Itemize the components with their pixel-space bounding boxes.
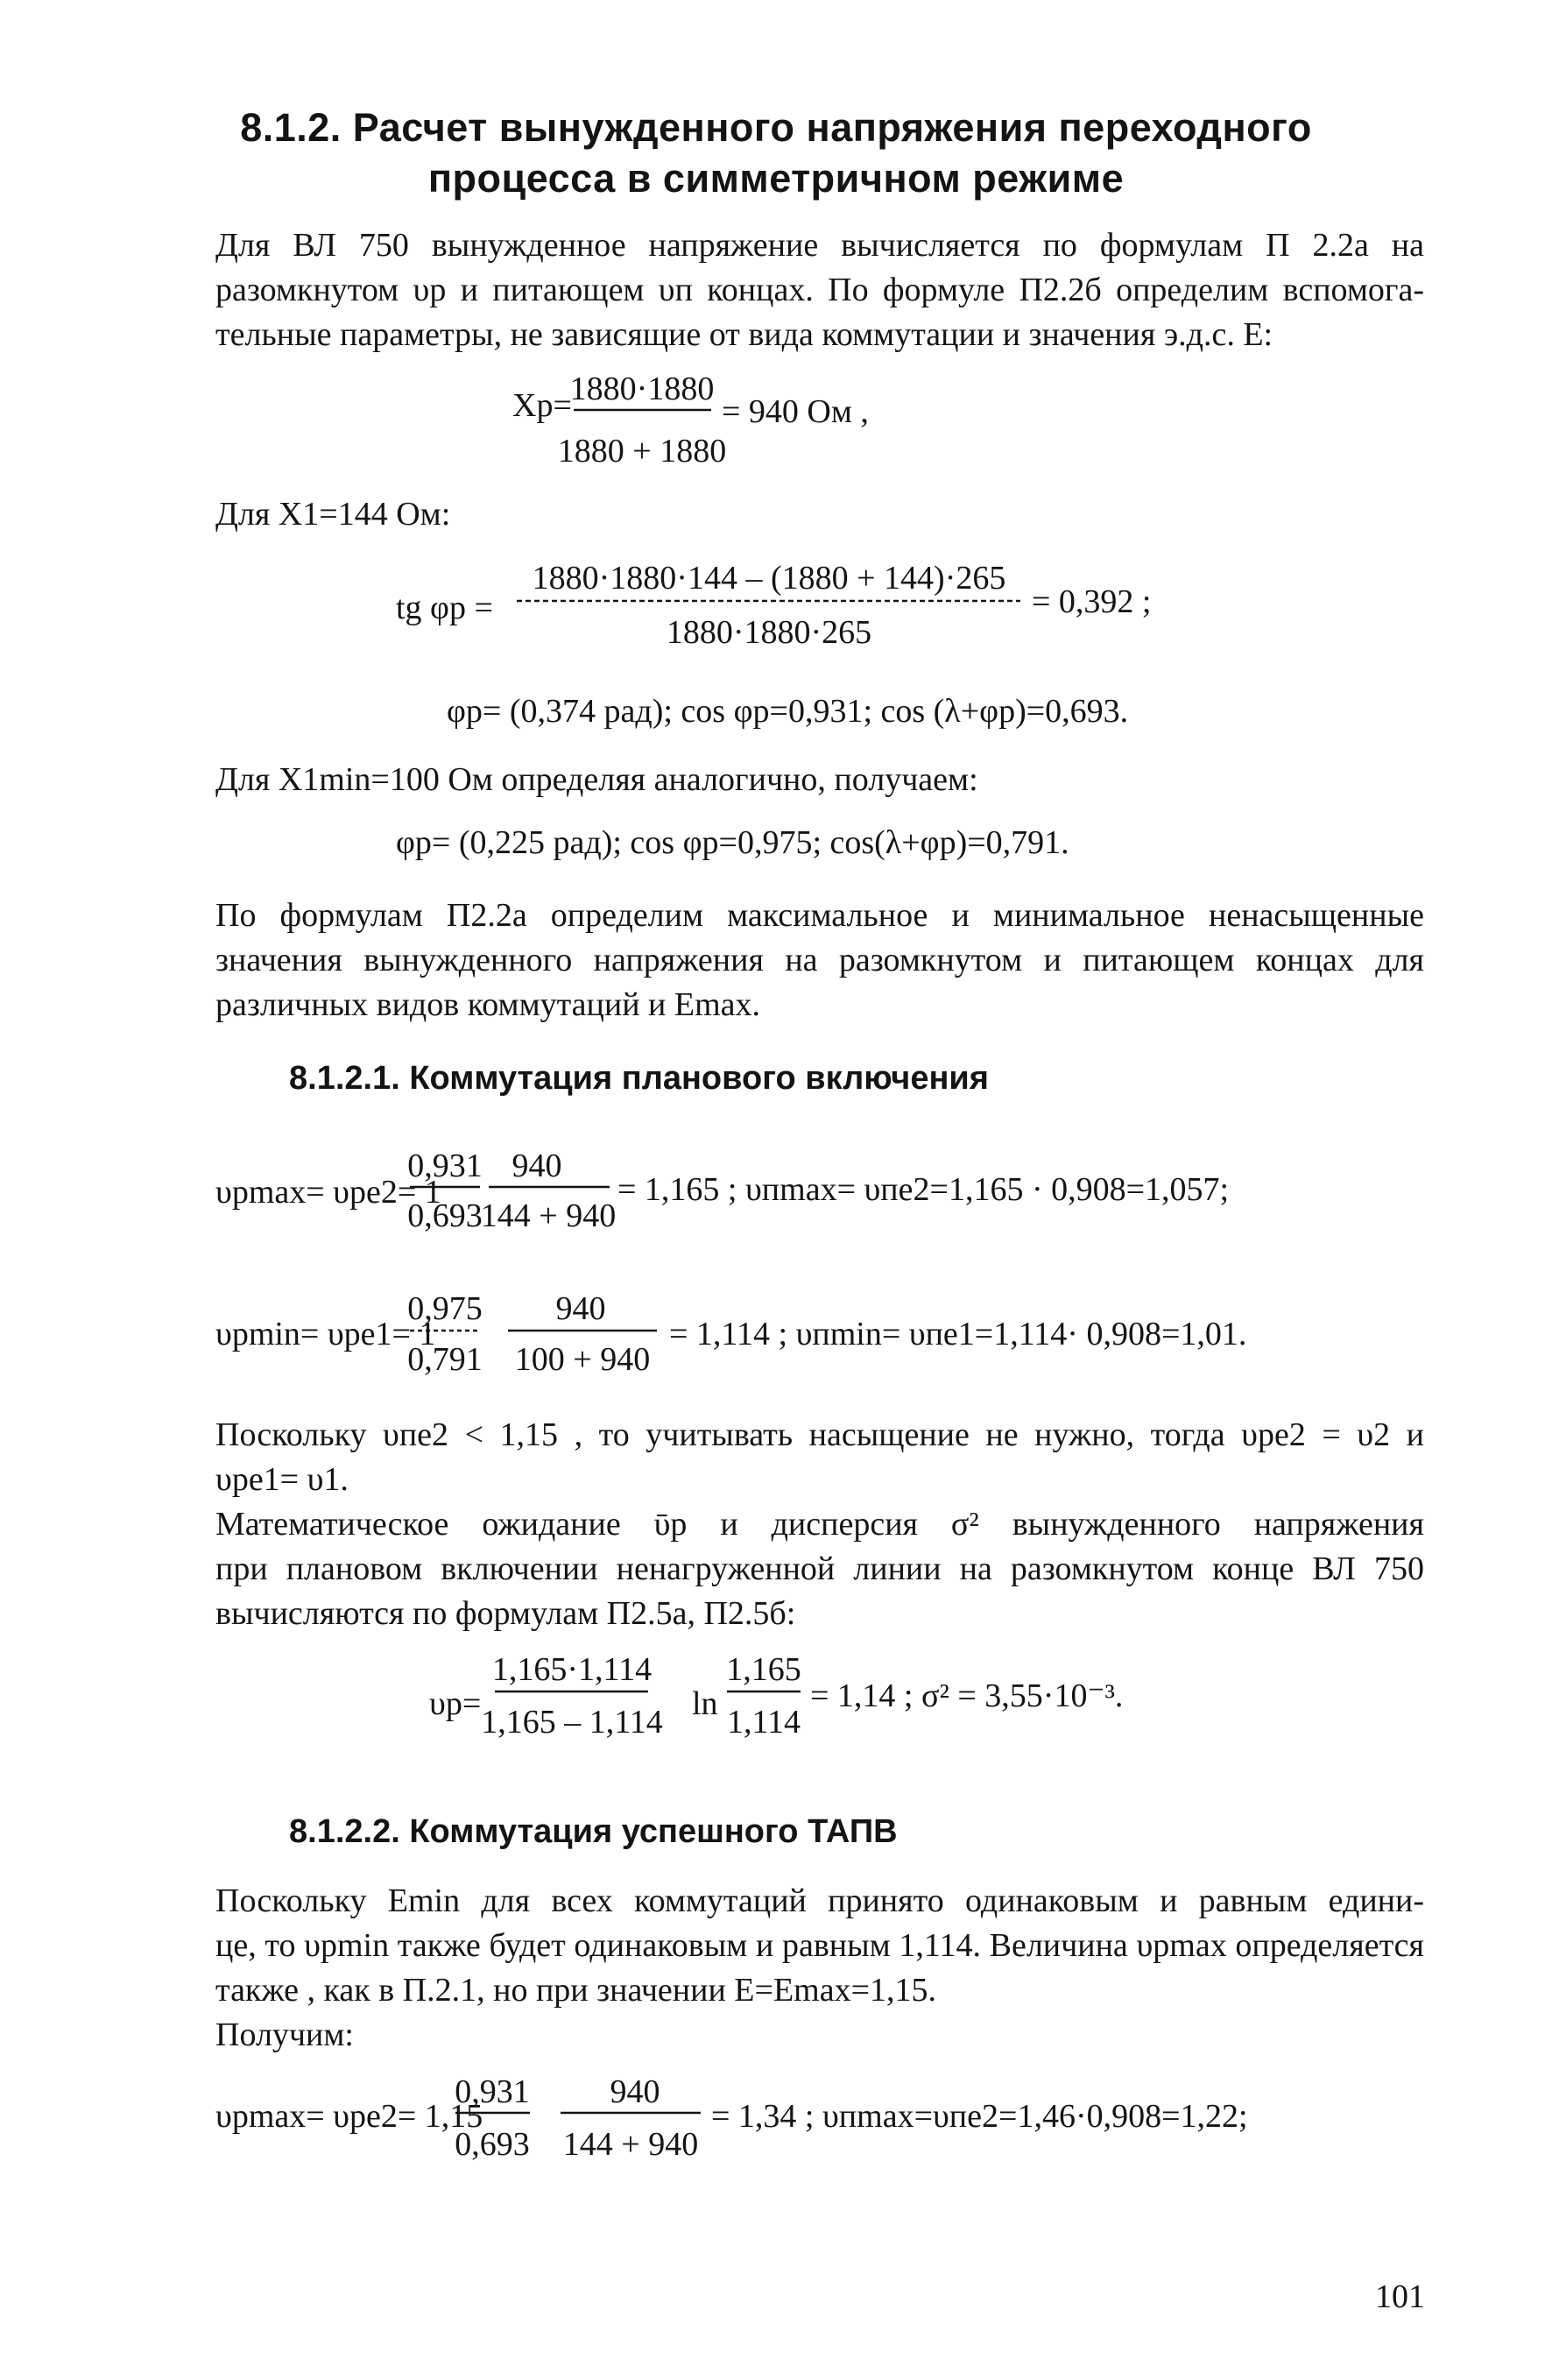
para4-line-2: при плановом включении ненагруженной линии на разомкнутом конце ВЛ 750 [215,1550,1424,1587]
formula-tg-numerator: 1880·1880·144 – (1880 + 144)·265 [532,560,1006,597]
formula-d-num2: 940 [610,2073,660,2110]
section-heading-line2: процесса в симметричном режиме [427,156,1125,201]
para2-line-1: По формулам П2.2а определим максимальное и минимальное ненасыщенные [215,897,1424,934]
formula-c-ln: ln [692,1685,718,1722]
paragraph-3 [215,1413,1424,1502]
para5-line-1: Поскольку Emin для всех коммутаций принято одинаковым и равным едини- [215,1882,1424,1919]
for-x1min-label: Для X1min=100 Ом определяя аналогично, получаем: [215,761,978,798]
formula-b-num1: 0,975 [407,1290,483,1327]
formula-d-den2: 144 + 940 [562,2126,699,2163]
formula-a-den2: 144 + 940 [480,1197,617,1234]
phi-line-2: φр= (0,225 рад); cos φр=0,975; cos(λ+φр)=0,791. [396,824,1069,861]
formula-d-lhs: υрmax= υре2= 1,15 [215,2098,483,2135]
formula-xp-denominator: 1880 + 1880 [557,433,727,470]
phi-line-1: φр= (0,374 рад); cos φр=0,931; cos (λ+φр)=0,693. [447,693,1129,730]
formula-b-den2: 100 + 940 [514,1341,651,1378]
formula-a-num2: 940 [511,1148,562,1184]
formula-c-num2: 1,165 [726,1651,801,1688]
formula-c-rhs: = 1,14 ; σ² = 3,55·10⁻³. [810,1677,1124,1714]
para5-line-2: це, то υрmin также будет одинаковым и равным 1,114. Величина υрmax определяется [215,1927,1424,1964]
para5-line-4: Получим: [215,2016,354,2053]
formula-b [215,1290,1246,1378]
para3-line-2: υре1= υ1. [215,1461,349,1498]
formula-c-den1: 1,165 – 1,114 [481,1704,663,1741]
formula-xp [512,371,869,470]
formula-a-num1: 0,931 [407,1148,483,1184]
formula-c-num1: 1,165·1,114 [491,1651,653,1688]
formula-b-lhs: υрmin= υре1= 1 [215,1316,436,1352]
formula-tg-lhs: tg φр = [396,590,493,626]
formula-xp-lhs: Xр= [512,387,572,424]
para2-line-2: значения вынужденного напряжения на разомкнутом и питающем концах для [215,942,1424,978]
para3-line-1: Поскольку υпе2 < 1,15 , то учитывать насыщение не нужно, тогда υре2 = υ2 и [215,1416,1424,1453]
formula-tg-rhs: = 0,392 ; [1032,583,1152,620]
formula-a-lhs: υрmax= υре2= 1 [215,1174,441,1211]
intro-line-2: разомкнутом υр и питающем υп концах. По формуле П2.2б определим вспомога- [215,272,1424,308]
formula-tg [396,560,1152,651]
formula-xp-rhs: = 940 Ом , [722,393,869,430]
formula-d [215,2073,1248,2163]
intro-line-1: Для ВЛ 750 вынужденное напряжение вычисляется по формулам П 2.2а на [215,227,1424,264]
formula-tg-denominator: 1880·1880·265 [666,614,872,651]
formula-d-num1: 0,931 [455,2073,530,2110]
para2-line-3: различных видов коммутаций и Emax. [215,986,761,1023]
formula-b-rhs: = 1,114 ; υпmin= υпе1=1,114· 0,908=1,01. [669,1316,1247,1352]
subsection-heading-1: 8.1.2.1. Коммутация планового включения [289,1060,989,1097]
paragraph-5 [215,1879,1424,2058]
intro-line-3: тельные параметры, не зависящие от вида коммутации и значения э.д.с. E: [215,316,1273,353]
formula-d-den1: 0,693 [455,2126,530,2163]
formula-b-den1: 0,791 [407,1341,483,1378]
subsection-heading-2: 8.1.2.2. Коммутация успешного ТАПВ [289,1813,898,1850]
page-number: 101 [1375,2278,1425,2315]
para4-line-3: вычисляются по формулам П2.5а, П2.5б: [215,1595,796,1632]
section-heading-line1: 8.1.2. Расчет вынужденного напряжения переходного [240,105,1312,150]
formula-c-den2: 1,114 [726,1704,801,1741]
formula-a-den1: 0,693 [407,1197,483,1234]
formula-d-rhs: = 1,34 ; υпmax=υпе2=1,46·0,908=1,22; [711,2098,1248,2135]
for-x1-label: Для X1=144 Ом: [215,496,451,533]
paragraph-2 [215,893,1424,1028]
formula-c-lhs: υр= [429,1685,482,1722]
formula-a [215,1148,1229,1234]
para5-line-3: также , как в П.2.1, но при значении E=Emax=1,15. [215,1972,937,2009]
formula-xp-numerator: 1880·1880 [569,371,715,407]
paragraph-4 [215,1502,1424,1636]
formula-b-num2: 940 [555,1290,606,1327]
formula-a-rhs: = 1,165 ; υпmax= υпе2=1,165 · 0,908=1,057; [617,1171,1230,1208]
para4-line-1: Математическое ожидание ῡр и дисперсия σ² вынужденного напряжения [215,1506,1424,1543]
formula-c [429,1651,1123,1741]
